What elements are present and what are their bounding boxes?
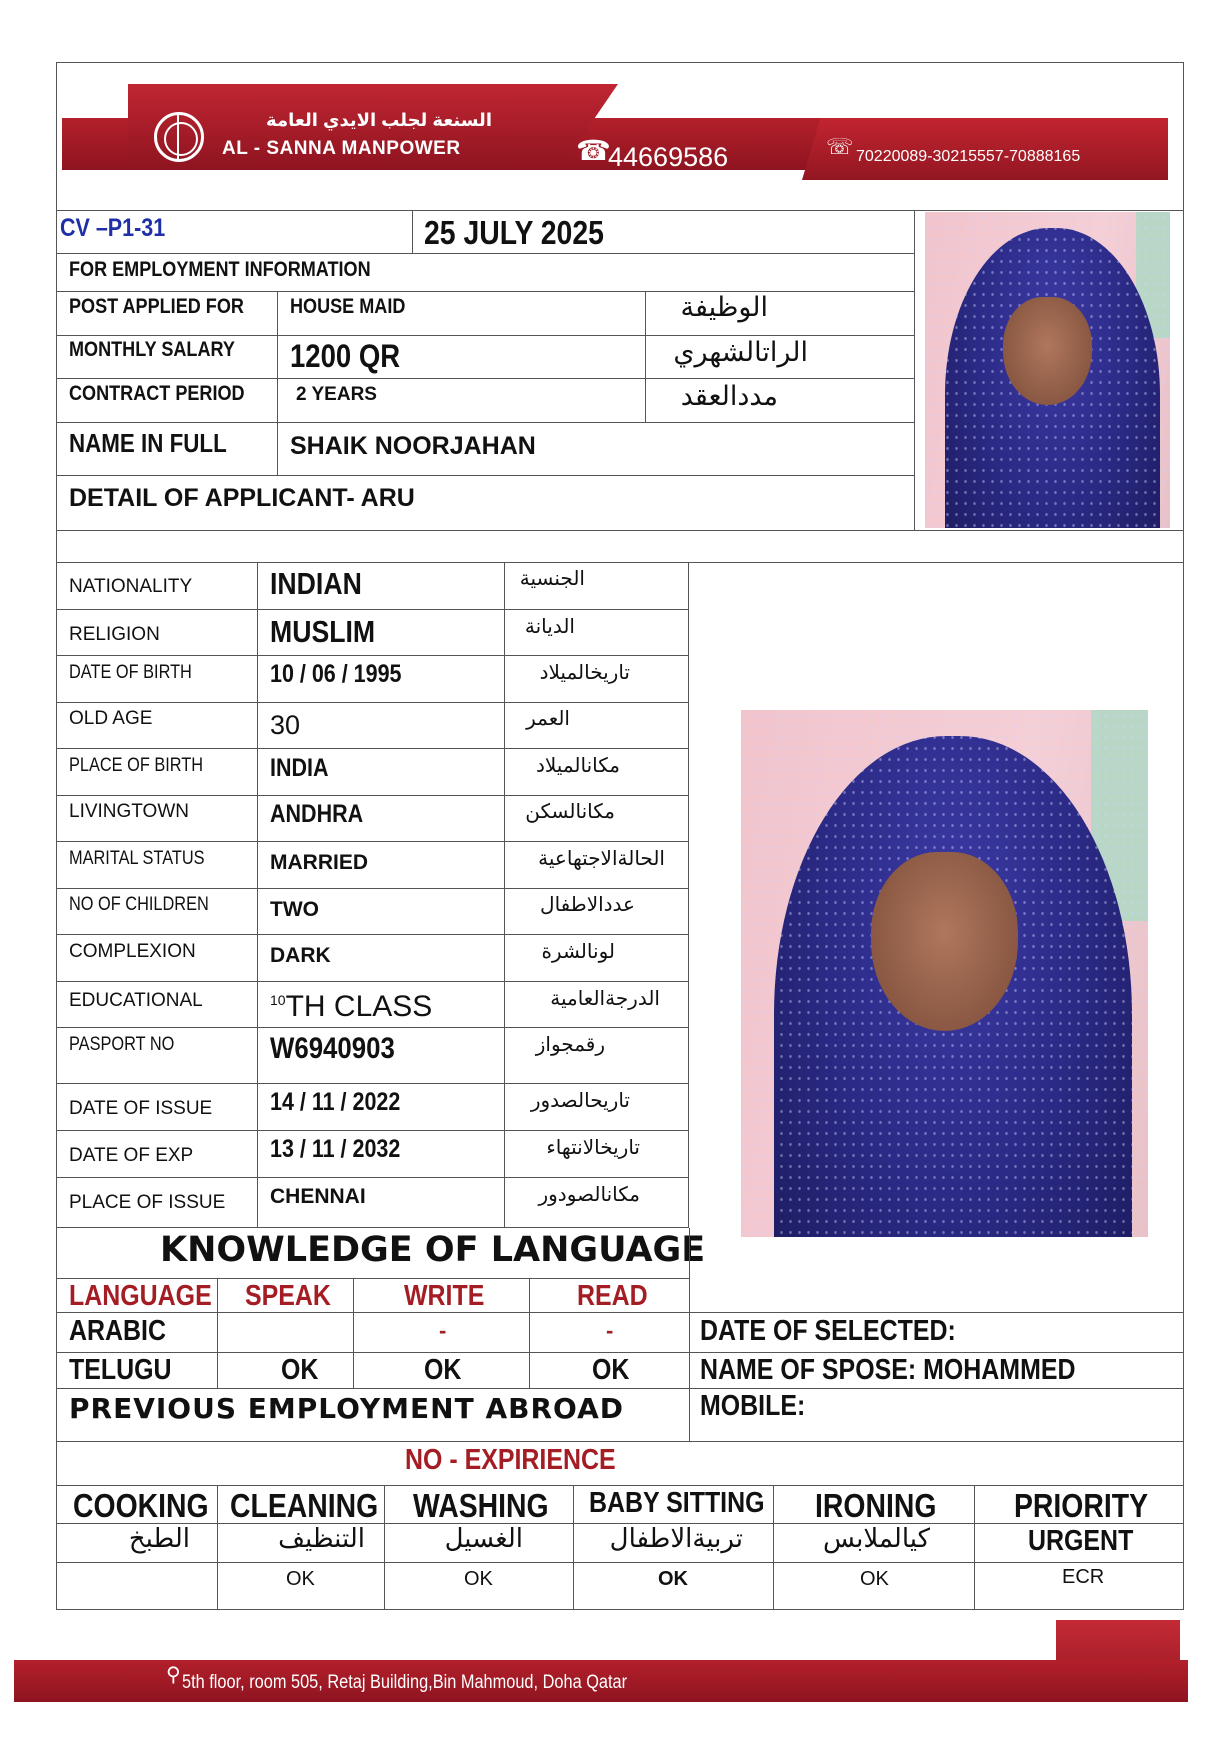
lang-speak: OK xyxy=(281,1354,319,1386)
rule xyxy=(384,1485,385,1610)
rule xyxy=(689,1228,690,1441)
rule xyxy=(353,1278,354,1388)
detail-label: RELIGION xyxy=(69,624,160,645)
detail-value: TWO xyxy=(270,898,319,921)
skill-babysitting-arabic: تربيةالاطفال xyxy=(609,1524,743,1554)
rule xyxy=(56,475,914,476)
mobile-phone-icon: ☏ xyxy=(826,134,854,159)
applicant-photo-small xyxy=(925,212,1170,528)
detail-arabic: مكانالسكن xyxy=(525,799,615,823)
company-name-english: AL - SANNA MANPOWER xyxy=(222,138,461,159)
detail-label: EDUCATIONAL xyxy=(69,990,203,1011)
contract-value: 2 YEARS xyxy=(296,384,377,405)
rule xyxy=(56,1177,689,1178)
section-title: FOR EMPLOYMENT INFORMATION xyxy=(69,258,371,281)
detail-value: W6940903 xyxy=(270,1032,395,1065)
detail-value: 14 / 11 / 2022 xyxy=(270,1088,401,1116)
skill-babysitting-value: OK xyxy=(658,1568,688,1590)
lang-header-read: READ xyxy=(577,1280,648,1312)
detail-value: 30 xyxy=(270,710,301,740)
rule xyxy=(217,1485,218,1610)
skill-priority: PRIORITY xyxy=(1014,1487,1149,1524)
rule xyxy=(56,888,689,889)
detail-label: OLD AGE xyxy=(69,708,153,729)
priority-urgent: URGENT xyxy=(1028,1525,1134,1557)
detail-arabic: رقمجواز xyxy=(535,1032,605,1056)
detail-value: 10 / 06 / 1995 xyxy=(270,660,402,688)
rule xyxy=(56,934,689,935)
detail-arabic: الديانة xyxy=(524,614,575,638)
detail-arabic: تاريخالميلاد xyxy=(539,660,630,684)
detail-label: NATIONALITY xyxy=(69,576,193,597)
detail-arabic: عددالاطفال xyxy=(540,892,635,916)
rule xyxy=(56,1083,689,1084)
detail-value: 13 / 11 / 2032 xyxy=(270,1135,401,1163)
detail-value: INDIAN xyxy=(270,566,362,601)
rule xyxy=(56,609,689,610)
detail-arabic: تاريحالصدور xyxy=(530,1088,630,1112)
rule xyxy=(257,562,258,1228)
contract-arabic: مددالعقد xyxy=(680,381,778,412)
name-value: SHAIK NOORJAHAN xyxy=(290,432,536,460)
globe-logo-icon xyxy=(154,112,204,162)
rule xyxy=(56,1388,1184,1389)
detail-arabic: الحالةالاجتهاعية xyxy=(538,846,665,870)
applicant-photo-large xyxy=(741,710,1148,1237)
detail-arabic: مكانالصودور xyxy=(538,1182,640,1206)
skill-cleaning-value: OK xyxy=(286,1568,315,1590)
rule xyxy=(56,1485,1184,1486)
rule xyxy=(56,422,914,423)
rule xyxy=(56,1278,689,1279)
detail-value: MARRIED xyxy=(270,851,368,874)
detail-label: MARITAL STATUS xyxy=(69,848,205,869)
skill-cooking-arabic: الطبخ xyxy=(128,1524,190,1554)
rule xyxy=(573,1485,574,1610)
skill-cooking: COOKING xyxy=(73,1487,209,1524)
detail-value: CHENNAI xyxy=(270,1185,366,1208)
post-arabic: الوظيفة xyxy=(680,292,768,323)
spouse-name: NAME OF SPOSE: MOHAMMED xyxy=(700,1354,1076,1386)
rule xyxy=(56,748,689,749)
detail-arabic: مكانالميلاد xyxy=(535,753,620,777)
company-name-arabic: السنعة لجلب الايدي العامة xyxy=(266,110,492,130)
experience-title: PREVIOUS EMPLOYMENT ABROAD xyxy=(69,1392,624,1425)
post-value: HOUSE MAID xyxy=(290,295,406,318)
mobile-label: MOBILE: xyxy=(700,1390,806,1422)
skill-cleaning-arabic: التنظيف xyxy=(278,1524,365,1554)
lang-read: - xyxy=(606,1318,614,1343)
detail-label: DATE OF ISSUE xyxy=(69,1098,213,1119)
detail-label: PLACE OF BIRTH xyxy=(69,755,204,776)
lang-header-write: WRITE xyxy=(404,1280,485,1312)
detail-value: DARK xyxy=(270,944,331,967)
rule xyxy=(914,210,915,530)
lang-write: - xyxy=(439,1318,447,1343)
date-selected: DATE OF SELECTED: xyxy=(700,1315,956,1347)
language-title: KNOWLEDGE OF LANGUAGE xyxy=(160,1230,706,1270)
contract-label: CONTRACT PERIOD xyxy=(69,382,245,405)
cv-date: 25 JULY 2025 xyxy=(424,214,604,251)
rule xyxy=(56,378,914,379)
rule xyxy=(504,562,505,1228)
phone-number: 44669586 xyxy=(608,142,729,172)
rule xyxy=(56,210,1184,211)
telephone-icon: ☎ xyxy=(576,135,611,166)
detail-value: INDIA xyxy=(270,754,329,782)
detail-label: PLACE OF ISSUE xyxy=(69,1192,226,1213)
rule xyxy=(56,655,689,656)
rule xyxy=(56,841,689,842)
detail-arabic: الدرجةالعامية xyxy=(550,986,660,1010)
header-banner xyxy=(62,84,1168,184)
rule xyxy=(56,530,1184,531)
rule xyxy=(56,702,689,703)
salary-arabic: الراتالشهري xyxy=(673,337,808,368)
salary-value: 1200 QR xyxy=(290,338,401,374)
lang-header-language: LANGUAGE xyxy=(69,1280,212,1312)
rule xyxy=(56,1562,1184,1563)
rule xyxy=(974,1485,975,1610)
lang-write: OK xyxy=(424,1354,462,1386)
cv-code: CV –P1-31 xyxy=(60,214,166,242)
skill-ironing: IRONING xyxy=(815,1487,937,1524)
skill-cleaning: CLEANING xyxy=(230,1487,379,1524)
priority-ecr: ECR xyxy=(1062,1566,1105,1588)
detail-label: NO OF CHILDREN xyxy=(69,894,209,915)
rule xyxy=(56,253,914,254)
detail-label: LIVINGTOWN xyxy=(69,801,189,822)
detail-label: PASPORT NO xyxy=(69,1034,175,1055)
rule xyxy=(56,1352,1184,1353)
detail-arabic: لونالشرة xyxy=(541,939,615,963)
salary-label: MONTHLY SALARY xyxy=(69,338,235,361)
lang-name: TELUGU xyxy=(69,1354,172,1386)
detail-label: DATE OF BIRTH xyxy=(69,662,192,683)
skill-baby-sitting: BABY SITTING xyxy=(589,1487,765,1519)
detail-arabic: الجنسية xyxy=(519,566,585,590)
rule xyxy=(56,795,689,796)
mobile-numbers: 70220089-30215557-70888165 xyxy=(856,148,1081,165)
post-label: POST APPLIED FOR xyxy=(69,295,244,318)
education-superscript: 10 xyxy=(270,992,286,1008)
rule xyxy=(412,210,413,253)
rule xyxy=(56,981,689,982)
detail-arabic: تاريخالانتهاء xyxy=(546,1135,640,1159)
skill-washing-value: OK xyxy=(464,1568,493,1590)
experience-status: NO - EXPIRIENCE xyxy=(405,1444,616,1476)
lang-header-speak: SPEAK xyxy=(245,1280,331,1312)
detail-value-education xyxy=(270,990,432,1024)
rule xyxy=(56,1441,1184,1442)
skill-washing-arabic: الغسيل xyxy=(444,1524,523,1554)
rule xyxy=(56,335,914,336)
detail-arabic: العمر xyxy=(526,706,570,730)
location-pin-icon: ⚲ xyxy=(166,1664,181,1686)
lang-name: ARABIC xyxy=(69,1315,166,1347)
skill-washing: WASHING xyxy=(413,1487,549,1524)
rule xyxy=(773,1485,774,1610)
rule xyxy=(56,1130,689,1131)
education-value: TH CLASS xyxy=(285,990,433,1023)
rule xyxy=(645,291,646,422)
skill-ironing-arabic: كيالملابس xyxy=(823,1524,930,1554)
rule xyxy=(277,291,278,475)
rule xyxy=(217,1278,218,1388)
detail-value: ANDHRA xyxy=(270,800,364,828)
detail-value: MUSLIM xyxy=(270,614,376,649)
rule xyxy=(56,291,914,292)
detail-title: DETAIL OF APPLICANT- ARU xyxy=(69,484,415,512)
detail-label: DATE OF EXP xyxy=(69,1145,194,1166)
name-label: NAME IN FULL xyxy=(69,428,227,458)
detail-label: COMPLEXION xyxy=(69,941,196,962)
lang-read: OK xyxy=(592,1354,630,1386)
rule xyxy=(56,1027,689,1028)
rule xyxy=(529,1278,530,1388)
footer-address: 5th floor, room 505, Retaj Building,Bin Mahmoud, Doha Qatar xyxy=(182,1672,628,1693)
skill-ironing-value: OK xyxy=(860,1568,889,1590)
